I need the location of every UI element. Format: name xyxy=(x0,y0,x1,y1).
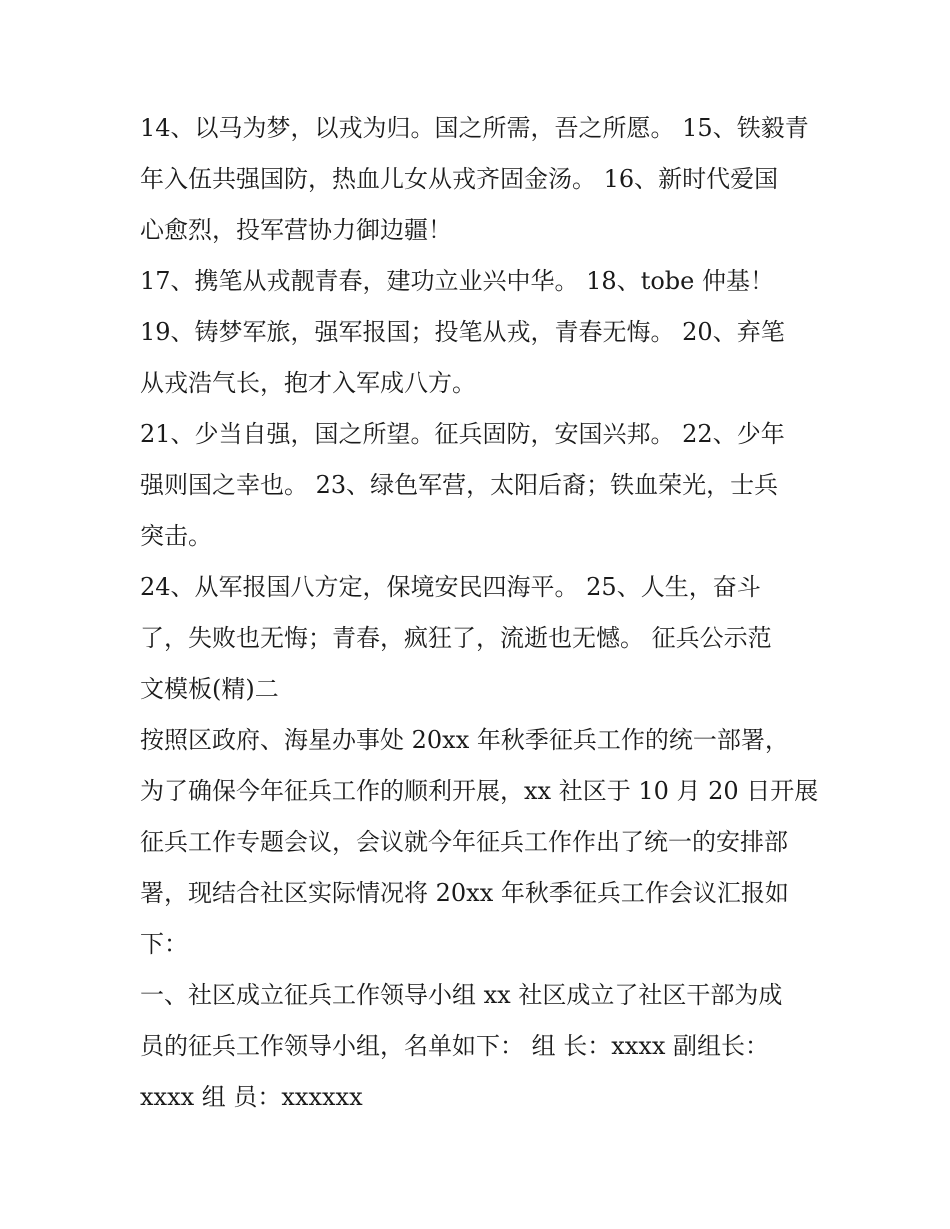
text-line: 21、少当自强，国之所望。征兵固防，安国兴邦。 22、少年 xyxy=(140,420,785,448)
text-line: 14、以马为梦，以戎为归。国之所需，吾之所愿。 15、铁毅青 xyxy=(140,114,809,142)
text-line: 从戎浩气长，抱才入军成八方。 xyxy=(140,369,476,397)
text-line: 署，现结合社区实际情况将 20xx 年秋季征兵工作会议汇报如 xyxy=(140,879,789,907)
text-line: 突击。 xyxy=(140,522,212,550)
text-line: 文模板(精)二 xyxy=(140,675,279,703)
text-line: 按照区政府、海星办事处 20xx 年秋季征兵工作的统一部署， xyxy=(140,726,789,754)
text-line: 一、社区成立征兵工作领导小组 xx 社区成立了社区干部为成 xyxy=(140,981,783,1009)
text-line: 征兵工作专题会议，会议就今年征兵工作作出了统一的安排部 xyxy=(140,828,788,856)
text-line: 了，失败也无悔；青春，疯狂了，流逝也无憾。 征兵公示范 xyxy=(140,624,772,652)
text-line: 为了确保今年征兵工作的顺利开展，xx 社区于 10 月 20 日开展 xyxy=(140,777,819,805)
text-line: 17、携笔从戎靓青春，建功立业兴中华。 18、tobe 仲基！ xyxy=(140,267,774,295)
text-line: xxxx 组 员：xxxxxx xyxy=(140,1083,363,1111)
text-line: 19、铸梦军旅，强军报国；投笔从戎，青春无悔。 20、弃笔 xyxy=(140,318,785,346)
text-line: 下： xyxy=(140,930,188,958)
text-line: 年入伍共强国防，热血儿女从戎齐固金汤。 16、新时代爱国 xyxy=(140,165,779,193)
text-line: 强则国之幸也。 23、绿色军营，太阳后裔；铁血荣光，士兵 xyxy=(140,471,779,499)
text-line: 24、从军报国八方定，保境安民四海平。 25、人生，奋斗 xyxy=(140,573,761,601)
text-line: 心愈烈，投军营协力御边疆！ xyxy=(140,216,452,244)
text-line: 员的征兵工作领导小组，名单如下： 组 长：xxxx 副组长： xyxy=(140,1032,770,1060)
